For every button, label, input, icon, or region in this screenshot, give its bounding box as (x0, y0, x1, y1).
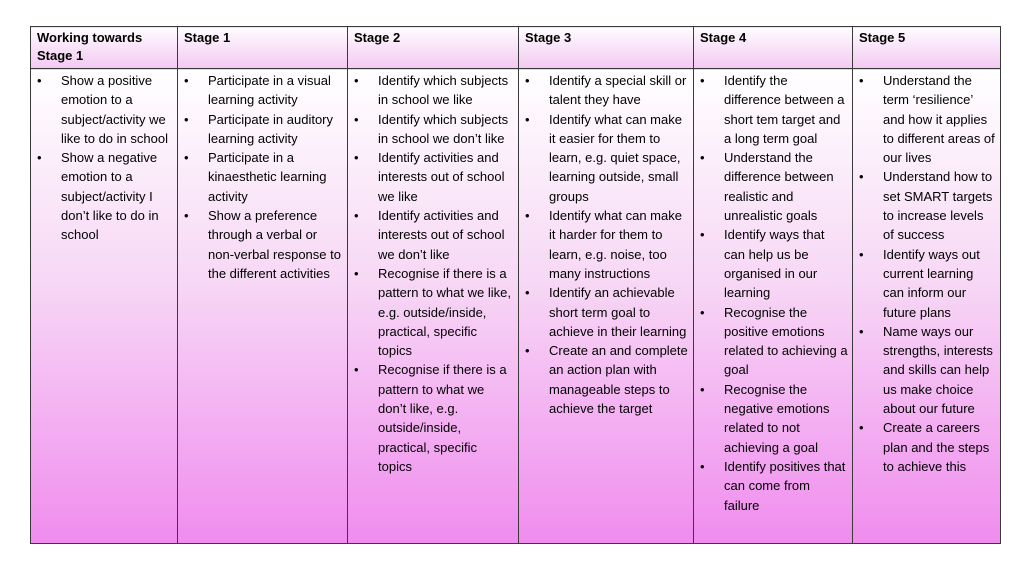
list-item (178, 110, 347, 149)
list-item (694, 457, 852, 515)
bullet-icon: • (525, 111, 530, 127)
list-item-text: Identify activities and interests out of school we don’t like (378, 208, 505, 262)
list-item-text: Recognise if there is a pattern to what we don’t like, e.g. outside/inside, practical, specific topics (378, 362, 507, 474)
list-item-text: Participate in a kinaesthetic learning activity (208, 150, 327, 204)
bullet-list (694, 71, 852, 515)
list-item-text: Recognise the positive emotions related to achieving a goal (724, 304, 848, 378)
list-item (348, 71, 518, 110)
list-item-text: Identify an achievable short term goal to achieve in their learning (549, 285, 687, 339)
list-item-text: Identify the difference between a short tem target and a long term goal (724, 73, 845, 146)
list-item (519, 110, 693, 206)
list-item (31, 71, 177, 148)
list-item (348, 110, 518, 149)
header-stage-2: Stage 2 (348, 27, 519, 69)
cell-stage-1 (178, 69, 348, 544)
list-item-text: Recognise if there is a pattern to what we like, e.g. outside/inside, practical, specific topics (378, 265, 511, 359)
bullet-icon: • (700, 150, 705, 166)
list-item (178, 206, 347, 283)
bullet-icon: • (700, 458, 705, 474)
cell-stage-2 (348, 69, 519, 544)
bullet-icon: • (354, 362, 359, 378)
list-item-text: Participate in a visual learning activity (208, 73, 331, 108)
list-item (853, 245, 1000, 322)
header-stage-3: Stage 3 (519, 27, 694, 69)
list-item (853, 418, 1000, 476)
bullet-icon: • (700, 73, 705, 88)
list-item (853, 71, 1000, 167)
list-item-text: Identify ways out current learning can inform our future plans (883, 246, 980, 320)
bullet-icon: • (859, 420, 864, 436)
bullet-icon: • (700, 381, 705, 397)
bullet-list (348, 71, 518, 476)
list-item (178, 71, 347, 110)
bullet-icon: • (859, 246, 864, 262)
list-item (694, 303, 852, 380)
header-row (31, 27, 1001, 69)
list-item-text: Understand how to set SMART targets to increase levels of success (883, 169, 993, 243)
bullet-icon: • (354, 208, 359, 224)
bullet-icon: • (859, 73, 864, 88)
list-item-text: Recognise the negative emotions related to not achieving a goal (724, 381, 830, 455)
bullet-list (853, 71, 1000, 476)
list-item (348, 360, 518, 476)
list-item-text: Identify which subjects in school we like (378, 73, 509, 108)
list-item (694, 71, 852, 148)
list-item-text: Identify positives that can come from failure (724, 458, 846, 513)
list-item (348, 264, 518, 360)
list-item-text: Participate in auditory learning activity (208, 111, 334, 146)
list-item-text: Identify what can make it easier for them to learn, e.g. quiet space, learning outside, small groups (549, 111, 682, 204)
list-item (853, 322, 1000, 418)
stages-table-container (30, 26, 1000, 544)
header-stage-5: Stage 5 (853, 27, 1001, 69)
bullet-icon: • (354, 265, 359, 281)
bullet-icon: • (525, 285, 530, 301)
list-item (348, 206, 518, 264)
list-item-text: Name ways our strengths, interests and skills can help us make choice about our future (883, 323, 993, 417)
bullet-icon: • (525, 343, 530, 359)
list-item-text: Understand the difference between realistic and unrealistic goals (724, 150, 834, 224)
bullet-icon: • (354, 73, 359, 88)
header-stage-1: Stage 1 (178, 27, 348, 69)
list-item (178, 148, 347, 206)
bullet-icon: • (859, 169, 864, 185)
list-item (31, 148, 177, 244)
list-item (853, 167, 1000, 244)
list-item (348, 148, 518, 206)
list-item (694, 380, 852, 457)
bullet-icon: • (354, 111, 359, 127)
list-item-text: Identify ways that can help us be organised in our learning (724, 227, 825, 301)
cell-working-towards-stage-1 (31, 69, 178, 544)
list-item (519, 283, 693, 341)
list-item-text: Identify activities and interests out of school we like (378, 150, 505, 204)
list-item (519, 71, 693, 110)
list-item-text: Identify a special skill or talent they have (549, 73, 687, 108)
list-item (694, 225, 852, 302)
bullet-list (519, 71, 693, 418)
bullet-icon: • (859, 323, 864, 339)
list-item-text: Create a careers plan and the steps to achieve this (883, 420, 990, 474)
bullet-icon: • (184, 208, 189, 224)
content-row (31, 69, 1001, 544)
list-item-text: Understand the term ‘resilience’ and how it applies to different areas of our lives (883, 73, 995, 166)
list-item (694, 148, 852, 225)
bullet-icon: • (525, 73, 530, 88)
bullet-icon: • (354, 150, 359, 166)
bullet-list (31, 71, 177, 245)
bullet-icon: • (700, 227, 705, 243)
list-item-text: Show a negative emotion to a subject/activity I don’t like to do in school (61, 150, 159, 243)
stages-table (30, 26, 1001, 544)
list-item (519, 206, 693, 283)
list-item-text: Identify which subjects in school we don’t like (378, 111, 509, 146)
cell-stage-3 (519, 69, 694, 544)
list-item-text: Show a positive emotion to a subject/activity we like to do in school (61, 73, 168, 146)
list-item (519, 341, 693, 418)
cell-stage-5 (853, 69, 1001, 544)
bullet-icon: • (184, 150, 189, 166)
list-item-text: Show a preference through a verbal or non-verbal response to the different activities (208, 208, 341, 281)
bullet-icon: • (184, 111, 189, 127)
bullet-list (178, 71, 347, 283)
bullet-icon: • (700, 304, 705, 320)
list-item-text: Identify what can make it harder for them to learn, e.g. noise, too many instructions (549, 208, 682, 281)
header-stage-4: Stage 4 (694, 27, 853, 69)
bullet-icon: • (37, 73, 42, 88)
bullet-icon: • (525, 208, 530, 224)
header-working-towards-stage-1: Working towards Stage 1 (31, 27, 178, 69)
bullet-icon: • (184, 73, 189, 88)
bullet-icon: • (37, 150, 42, 166)
cell-stage-4 (694, 69, 853, 544)
list-item-text: Create an and complete an action plan with manageable steps to achieve the target (549, 343, 688, 417)
